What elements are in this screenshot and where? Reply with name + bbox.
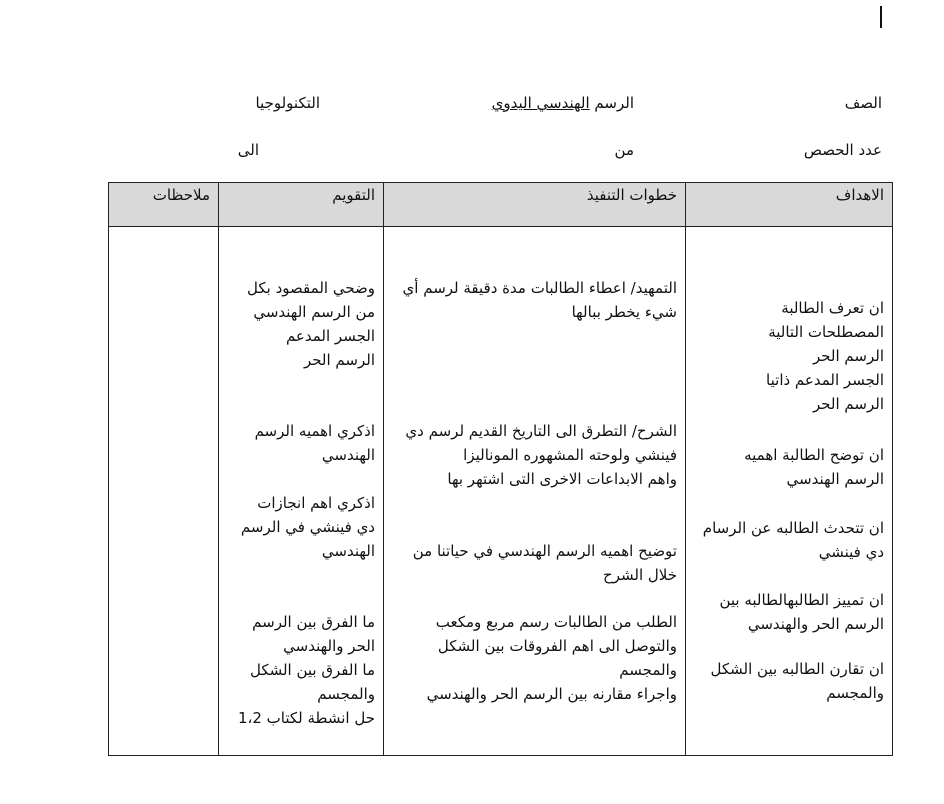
- step-item: التمهيد/ اعطاء الطالبات مدة دقيقة لرسم أي شيء يخطر ببالها: [402, 279, 677, 321]
- step-item: الطلب من الطالبات رسم مربع ومكعب والتوصل الى اهم الفروقات بين الشكل والمجسم واجراء مقارنه بين الرسم الحر والهندسي: [426, 613, 677, 703]
- class-label: الصف: [844, 94, 882, 112]
- subject-underlined: الهندسي اليدوي: [491, 94, 590, 112]
- from-label: من: [614, 141, 634, 159]
- objective-item: ان توضح الطالبة اهميه الرسم الهندسي: [744, 446, 884, 488]
- objectives-cell: [686, 227, 893, 756]
- objective-item: ان تقارن الطالبه بين الشكل والمجسم: [710, 660, 884, 702]
- objective-item: ان تتحدث الطالبه عن الرسام دي فينشي: [702, 519, 884, 561]
- header-evaluation: التقويم: [219, 183, 384, 227]
- text-cursor: [880, 6, 882, 28]
- header-objectives: الاهداف: [686, 183, 893, 227]
- step-item: الشرح/ التطرق الى التاريخ القديم لرسم دي فينشي ولوحته المشهوره الموناليزا واهم الابداعات الاخرى التى اشتهر بها: [405, 422, 677, 488]
- header-notes: ملاحظات: [109, 183, 219, 227]
- objective-item: ان تعرف الطالبة المصطلحات التالية الرسم الحر الجسر المدعم ذاتيا الرسم الحر: [766, 299, 884, 413]
- evaluation-item: اذكري اهميه الرسم الهندسي: [254, 422, 375, 464]
- evaluation-cell: [219, 227, 384, 756]
- evaluation-item: وضحي المقصود بكل من الرسم الهندسي الجسر المدعم الرسم الحر: [247, 279, 375, 369]
- evaluation-item: ما الفرق بين الرسم الحر والهندسي ما الفرق بين الشكل والمجسم حل انشطة لكتاب 1،2: [237, 613, 375, 727]
- to-label: الى: [237, 141, 259, 159]
- sessions-label: عدد الحصص: [803, 141, 882, 159]
- step-item: توضيح اهميه الرسم الهندسي في حياتنا من خلال الشرح: [412, 542, 677, 584]
- header-steps: خطوات التنفيذ: [384, 183, 686, 227]
- objective-item: ان تمييز الطالبهالطالبه بين الرسم الحر والهندسي: [719, 591, 884, 633]
- subject-title: [492, 94, 634, 112]
- field-label: التكنولوجيا: [255, 94, 320, 112]
- evaluation-item: اذكري اهم انجازات دي فينشي في الرسم الهندسي: [240, 494, 375, 560]
- notes-cell: [109, 227, 219, 756]
- table-body-row: [109, 227, 893, 756]
- steps-cell: [384, 227, 686, 756]
- subject-prefix: الرسم: [594, 94, 634, 112]
- lesson-plan-table: [108, 182, 893, 756]
- table-header-row: [109, 183, 893, 227]
